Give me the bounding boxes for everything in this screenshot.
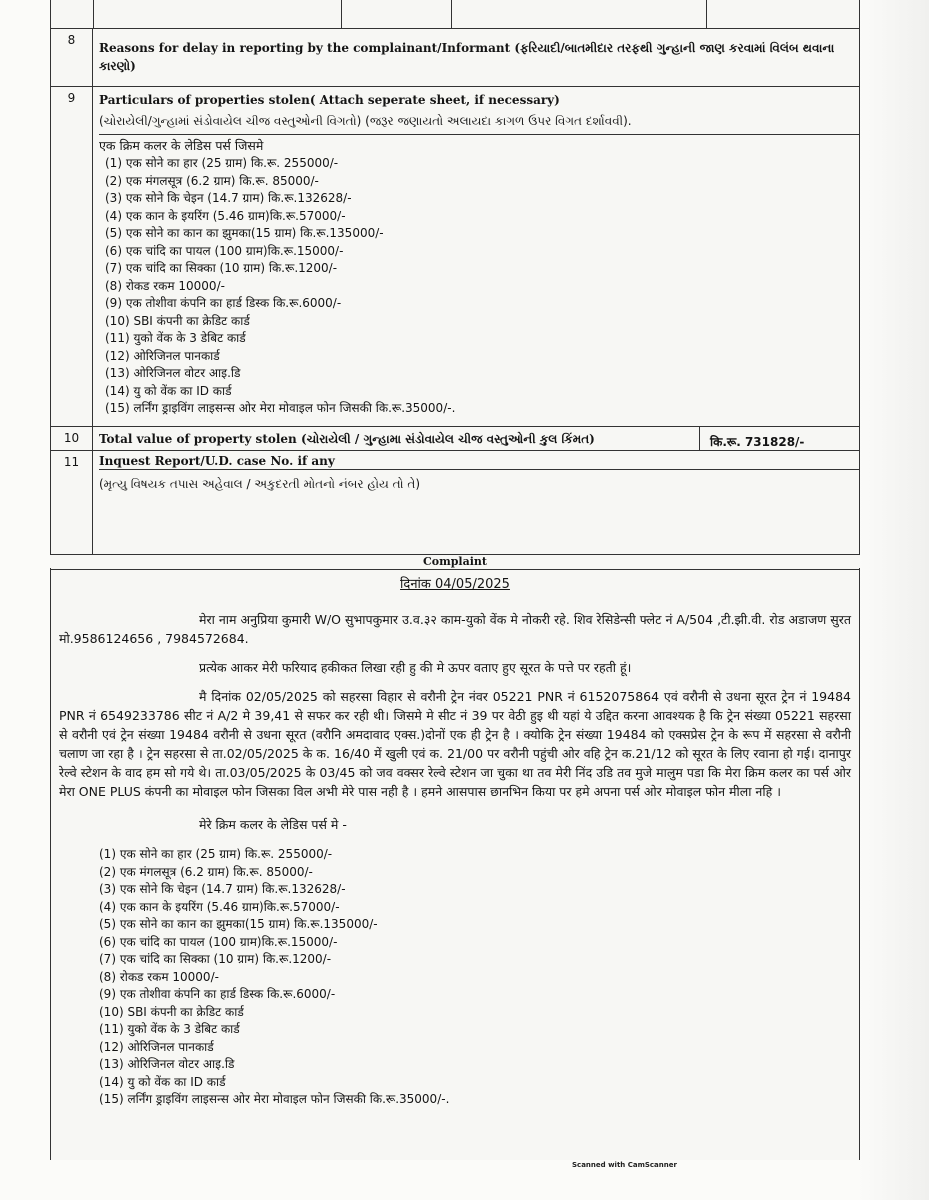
stolen-item: (8) रोकड रकम 10000/- <box>99 969 219 984</box>
stolen-item: (14) यु को वेंक का ID कार्ड <box>105 383 232 398</box>
row-number: 10 <box>51 427 93 450</box>
complaint-para-incident: मै दिनांक 02/05/2025 को सहरसा विहार से वरौनी ट्रेन नंवर 05221 PNR नं 6152075864 एवं वरौनी से उधना सूरत ट्रेन नं 19484 PNR नं 6549233786 सीट नं A/2 मे 39,41 से सफर कर रही थी। जिसमे मे सीट नं 39 पर वेठी हुइ थी यहां ये उद्दित करना आवश्यक है कि ट्रेन संख्या 05221 सहरसा से वरौनी एवं ट्रेन संख्या 19484 वरौनी से उधना सूरत (वरौनि अमदावाद एक्स.)दोनों एक ही ट्रेन है । क्योकि ट्रेन संख्या 19484 को एक्सप्रेस ट्रेन के रूप में सहरसा से वरौनी चलाण जा रहा है । ट्रेन सहरसा से ता.02/05/2025 के क. 16/40 में खुली एवं क. 21/00 पर वरौनी पहुंची ओर वहि ट्रेन क.21/12 को सूरत के लिए रवाना हो गई। दानापुर रेल्वे स्टेशन के वाद हम सो गये थे। ता.03/05/2025 के 03/45 को जव वक्सर रेल्वे स्टेशन जा चुका था तव मेरी निंद उडि तव मुजे मालुम पडा कि मेरा क्रिम कलर का पर्स ओर मेरा ONE PLUS कंपनी का मोवाइल फोन जिसका विल अभी मेरे पास नही है । हमने आसपास छानभिन किया पर हमे अपना पर्स ओर मोवाइल फोन मीला नहि । <box>59 689 851 799</box>
stolen-items-list <box>99 155 853 418</box>
stolen-item: (14) यु को वेंक का ID कार्ड <box>99 1074 226 1089</box>
stolen-item: (8) रोकड रकम 10000/- <box>105 278 225 293</box>
row-9 <box>50 86 860 426</box>
complaint-body <box>50 568 860 1160</box>
stolen-item: (5) एक सोने का कान का झुमका(15 ग्राम) कि.रू.135000/- <box>105 226 384 240</box>
stolen-property-subtitle: (ચોરાયેલી/ગુન્હામાં સંડોવાયેલ ચીજ વસ્તુઓની વિગતો) (જરૂર જણાયતો અલાયદા કાગળ ઉપર વિગત દર્શાવવી). <box>99 114 632 128</box>
stolen-item: (3) एक सोने कि चेइन (14.7 ग्राम) कि.रू.132628/- <box>99 882 346 896</box>
row-11 <box>50 450 860 554</box>
stolen-item: (3) एक सोने कि चेइन (14.7 ग्राम) कि.रू.132628/- <box>105 191 352 205</box>
stolen-item: (15) लर्निंग ड्राइविंग लाइसन्स ओर मेरा मोवाइल फोन जिसकी कि.रू.35000/-. <box>105 401 456 415</box>
stolen-item: (13) ओरिजिनल वोटर आइ.डि <box>99 1057 235 1071</box>
scanner-watermark: Scanned with CamScanner <box>572 1161 677 1169</box>
stolen-item: (4) एक कान के इयरिंग (5.46 ग्राम)कि.रू.57000/- <box>105 208 346 223</box>
stolen-item: (13) ओरिजिनल वोटर आइ.डि <box>105 366 241 380</box>
stolen-item: (2) एक मंगलसूत्र (6.2 ग्राम) कि.रू. 85000/- <box>105 173 319 188</box>
complaint-items-list <box>51 846 859 1109</box>
row-number: 11 <box>51 451 93 554</box>
inquest-report-label: Inquest Report/U.D. case No. if any <box>99 454 335 468</box>
stolen-items-intro: एक क्रिम कलर के लेडिस पर्स जिसमे <box>99 138 264 153</box>
stolen-item: (9) एक तोशीवा कंपनि का हार्ड डिस्क कि.रू.6000/- <box>99 987 336 1001</box>
complaint-date: दिनांक 04/05/2025 <box>400 577 510 592</box>
stolen-item: (4) एक कान के इयरिंग (5.46 ग्राम)कि.रू.57000/- <box>99 899 340 914</box>
row-8 <box>50 28 860 86</box>
stolen-item: (12) ओरिजिनल पानकार्ड <box>105 348 220 363</box>
row-number: 9 <box>51 87 93 426</box>
fir-document-page <box>50 0 860 1160</box>
stolen-item: (1) एक सोने का हार (25 ग्राम) कि.रू. 255000/- <box>99 847 333 861</box>
stolen-item: (5) एक सोने का कान का झुमका(15 ग्राम) कि.रू.135000/- <box>99 917 378 931</box>
total-value-label: Total value of property stolen (ચોરાયેલી / ગુન્હામા સંડોવાયેલ ચીજ વસ્તુઓની કુલ કિંમત) <box>99 432 595 446</box>
stolen-item: (10) SBI कंपनी का क्रेडिट कार्ड <box>105 313 250 328</box>
page-edge <box>859 0 929 1200</box>
stolen-item: (2) एक मंगलसूत्र (6.2 ग्राम) कि.रू. 85000/- <box>99 864 313 879</box>
top-remnant-row <box>50 0 860 28</box>
complaint-para-purse: मेरे क्रिम कलर के लेडिस पर्स मे - <box>199 817 347 832</box>
stolen-property-label: Particulars of properties stolen( Attach seperate sheet, if necessary) <box>99 93 560 107</box>
complaint-para-statement: प्रत्येक आकर मेरी फरियाद हकीकत लिखा रही हु की मे ऊपर वताए हुए सूरत के पत्ते पर रहती हूं। <box>199 660 632 675</box>
stolen-item: (1) एक सोने का हार (25 ग्राम) कि.रू. 255000/- <box>105 156 339 170</box>
stolen-item: (11) युको वेंक के 3 डेबिट कार्ड <box>99 1022 240 1036</box>
stolen-item: (6) एक चांदि का पायल (100 ग्राम)कि.रू.15000/- <box>99 934 338 949</box>
stolen-item: (12) ओरिजिनल पानकार्ड <box>99 1039 214 1054</box>
stolen-item: (10) SBI कंपनी का क्रेडिट कार्ड <box>99 1004 244 1019</box>
row-10 <box>50 426 860 450</box>
complaint-para-identity: मेरा नाम अनुप्रिया कुमारी W/O सुभापकुमार उ.व.३२ काम-युको वेंक मे नोकरी रहे. शिव रेसिडेन्सी फ्लेट नं A/504 ,टी.झी.वी. रोड अडाजण सुरत मो.9586124656 , 7984572684. <box>59 612 851 646</box>
stolen-item: (9) एक तोशीवा कंपनि का हार्ड डिस्क कि.रू.6000/- <box>105 296 342 310</box>
complaint-heading: Complaint <box>50 554 860 570</box>
delay-reasons-label: Reasons for delay in reporting by the complainant/Informant (ફરિયાદી/બાતમીદાર તરફથી ગુન્હાની જાણ કરવામાં વિલંબ થવાના કારણો) <box>99 41 835 73</box>
inquest-report-subtitle: (મૃત્યુ વિષયક તપાસ અહેવાલ / અકુદરતી મોતનો નંબર હોય તો તે) <box>99 477 421 491</box>
total-value: कि.रू. 731828/- <box>699 427 859 450</box>
row-number: 8 <box>51 29 93 86</box>
stolen-item: (11) युको वेंक के 3 डेबिट कार्ड <box>105 331 246 345</box>
stolen-item: (6) एक चांदि का पायल (100 ग्राम)कि.रू.15000/- <box>105 243 344 258</box>
stolen-item: (7) एक चांदि का सिक्का (10 ग्राम) कि.रू.1200/- <box>99 952 332 966</box>
stolen-item: (7) एक चांदि का सिक्का (10 ग्राम) कि.रू.1200/- <box>105 261 338 275</box>
stolen-item: (15) लर्निंग ड्राइविंग लाइसन्स ओर मेरा मोवाइल फोन जिसकी कि.रू.35000/-. <box>99 1092 450 1106</box>
